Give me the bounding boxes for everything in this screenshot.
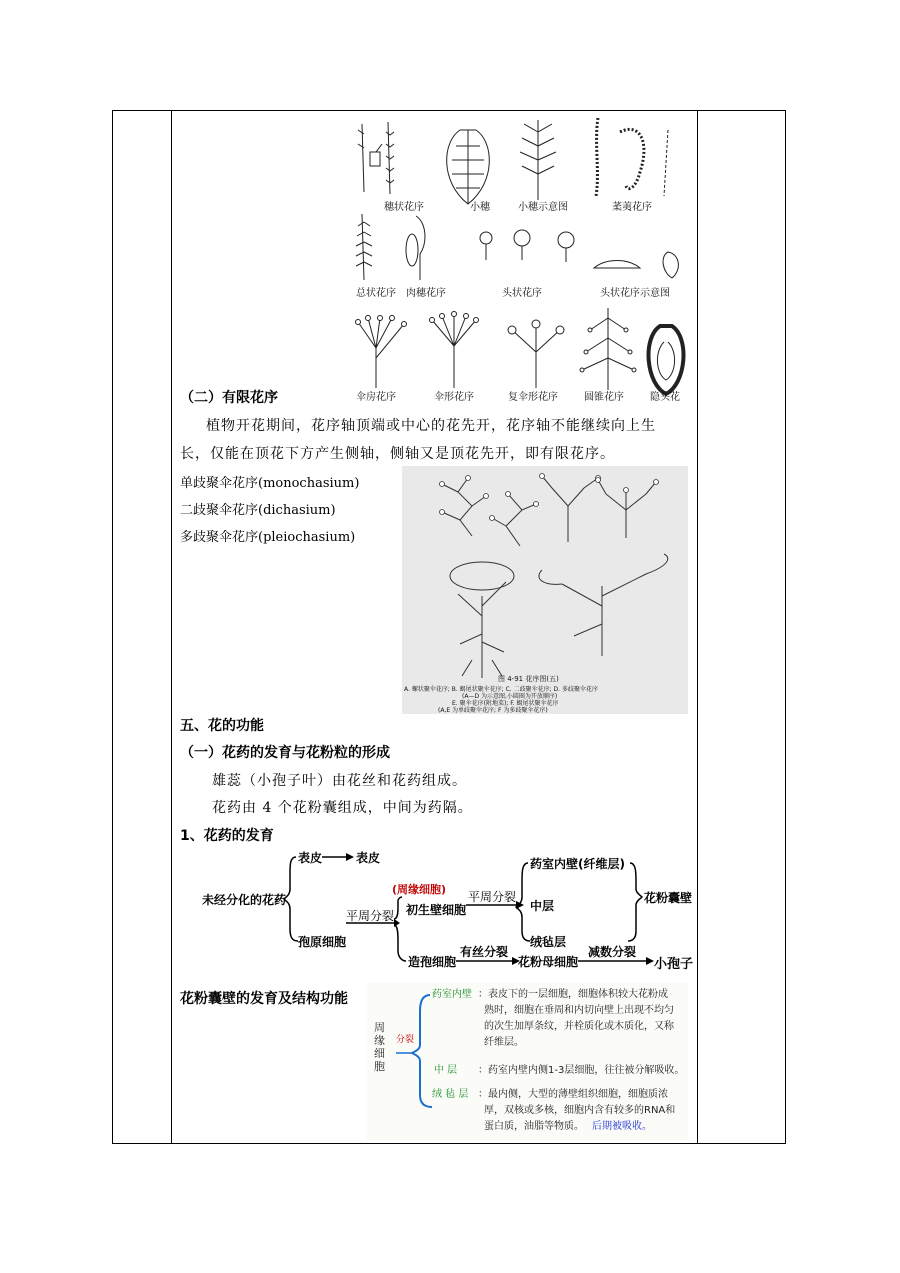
caption-compound-umbel: 复伞形花序: [508, 392, 558, 402]
section5-heading: 五、花的功能: [180, 718, 264, 734]
endothecium-text-3: 的次生加厚条纹，并栓质化或木质化，又称: [484, 1021, 674, 1032]
tapetum-text-2: 厚，双核或多核，细胞内含有较多的RNA和: [484, 1105, 676, 1116]
definite-inflorescence-heading: （二）有限花序: [180, 390, 278, 406]
cyme-caption-line1: A. 螺状聚伞花序; B. 蝎尾状聚伞花序; C. 二歧聚伞花序; D. 多歧聚伞花序: [404, 686, 598, 693]
tapetum-text-4: 后期被吸收。: [592, 1121, 652, 1132]
middle-layer-label: 中 层: [434, 1065, 458, 1076]
cyme-caption-line4: (A,E 为单歧聚伞花序; F 为多歧聚伞花序): [438, 707, 548, 714]
cyme-figure: [402, 466, 688, 714]
cyme-caption-line2: (A—D 为示意图,小圆圈为开放顺序): [462, 693, 558, 700]
anther-development-flow: [196, 845, 696, 970]
flow-primary-wall-cell: 初生壁细胞: [406, 903, 467, 917]
caption-spikelet-diagram: 小穗示意图: [518, 202, 568, 213]
pollen-sac-wall-heading: 花粉囊壁的发育及结构功能: [180, 991, 348, 1007]
tapetum-label: 绒 毡 层: [432, 1089, 469, 1100]
inflorescence-drawings: [350, 112, 696, 402]
type-pleiochasium: 多歧聚伞花序(pleiochasium): [180, 530, 356, 545]
caption-panicle: 圆锥花序: [584, 392, 624, 402]
flow-pollen-mother-cell: 花粉母细胞: [518, 955, 579, 969]
flow-epidermis-result: 表皮: [356, 851, 381, 865]
caption-spikelet: 小穗: [470, 202, 490, 213]
endothecium-text-4: 纤维层。: [484, 1037, 524, 1048]
cyme-caption-line3: E. 聚伞花序(附地菜); F. 蝎尾状聚伞花序: [452, 700, 559, 707]
flow-mitosis: 有丝分裂: [460, 945, 509, 959]
caption-catkin: 葇荑花序: [612, 202, 652, 213]
flow-undifferentiated-anther: 未经分化的花药: [202, 893, 287, 907]
flow-peripheral-cell: (周缘细胞): [392, 883, 447, 896]
flow-sporogenous-cell: 造孢细胞: [408, 955, 457, 969]
flow-microspore: 小孢子: [654, 957, 694, 972]
division-label: 分裂: [396, 1035, 415, 1045]
flow-tapetum: 绒毡层: [530, 935, 567, 949]
flow-meiosis: 减数分裂: [588, 945, 637, 959]
flow-middle-layer: 中层: [530, 899, 555, 913]
caption-spike: 穗状花序: [384, 202, 424, 213]
flow-pollen-sac-wall: 花粉囊壁: [644, 891, 693, 905]
flow-epidermis: 表皮: [298, 851, 323, 865]
caption-capitulum-diagram: 头状花序示意图: [600, 288, 670, 299]
tapetum-text-1: ：最内侧，大型的薄壁组织细胞，细胞质浓: [478, 1089, 668, 1100]
caption-capitulum: 头状花序: [502, 288, 542, 299]
endothecium-text-2: 熟时，细胞在垂周和内切向壁上出现不均匀: [484, 1005, 674, 1016]
middle-layer-text: ：药室内壁内侧1-3层细胞，往往被分解吸收。: [478, 1065, 685, 1076]
inflorescence-figure: [350, 112, 696, 402]
anther-development-subheading: （一）花药的发育与花粉粒的形成: [180, 745, 390, 761]
caption-spadix: 肉穗花序: [406, 288, 446, 299]
stamen-description: 雄蕊（小孢子叶）由花丝和花药组成。: [212, 773, 467, 789]
caption-hypanthodium: 隐头花: [650, 392, 680, 402]
pollen-sac-wall-panel: [366, 983, 688, 1140]
flow-endothecium: 药室内壁(纤维层): [530, 857, 625, 871]
caption-corymb: 伞房花序: [356, 392, 396, 402]
peripheral-cells-label: 周缘细胞: [374, 1021, 385, 1073]
cyme-caption-title: 图 4-91 花序图(五): [498, 675, 559, 683]
column-divider: [171, 111, 172, 1143]
definite-paragraph-line2: 长，仅能在顶花下方产生侧轴，侧轴又是顶花先开，即有限花序。: [180, 446, 615, 462]
endothecium-label: 药室内壁: [432, 989, 472, 1000]
flow-periclinal-1: 平周分裂: [468, 890, 517, 904]
endothecium-text-1: ：表皮下的一层细胞，细胞体积较大花粉成: [478, 989, 668, 1000]
anther-description: 花药由 4 个花粉囊组成，中间为药隔。: [212, 800, 473, 816]
tapetum-text-3: 蛋白质，油脂等物质。: [484, 1121, 584, 1132]
definite-paragraph-line1: 植物开花期间，花序轴顶端或中心的花先开，花序轴不能继续向上生: [206, 418, 656, 434]
caption-umbel: 伞形花序: [434, 392, 474, 402]
flow-archesporial-cell: 孢原细胞: [298, 935, 347, 949]
anther-development-heading: 1、花药的发育: [180, 828, 274, 844]
flow-periclinal-3: 平周分裂: [346, 909, 395, 923]
type-monochasium: 单歧聚伞花序(monochasium): [180, 476, 360, 491]
column-divider: [697, 111, 698, 1143]
type-dichasium: 二歧聚伞花序(dichasium): [180, 503, 336, 518]
caption-raceme: 总状花序: [356, 288, 396, 299]
